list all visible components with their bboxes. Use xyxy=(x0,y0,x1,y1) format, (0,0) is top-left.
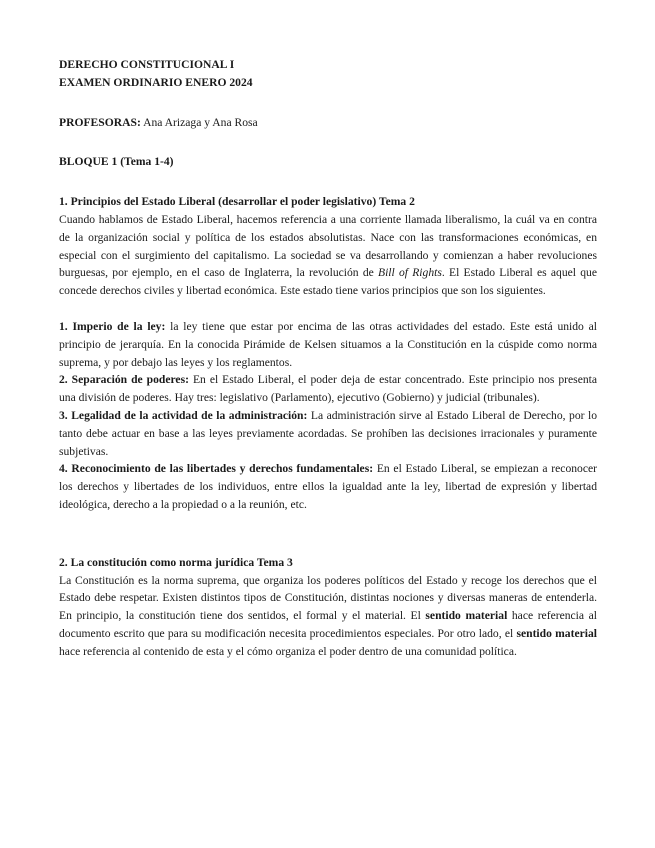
principle-label: 4. Reconocimiento de las libertades y derechos fundamentales: xyxy=(59,462,374,476)
principle-item xyxy=(59,460,597,513)
principle-text: En el Estado Liberal, el poder deja de estar concentrado. Este principio nos presenta una división de poderes. Hay tres: legislativo (Parlamento), ejecutivo (Gobierno) y judicial (tribunales). xyxy=(59,373,598,405)
course-title: DERECHO CONSTITUCIONAL I xyxy=(59,58,235,71)
q2-bold-term-2: sentido material xyxy=(516,626,597,640)
professors-value: Ana Arizaga y Ana Rosa xyxy=(140,115,258,129)
principle-text: la ley tiene que estar por encima de las otras actividades del estado. Este está unido al principio de jerarquía. En la conocida Pirámide de Kelsen situamos a la Constitución en la cúspide como norma suprema, y por debajo las leyes y los reglamentos. xyxy=(59,319,597,369)
exam-title: EXAMEN ORDINARIO ENERO 2024 xyxy=(59,75,253,89)
principles-list xyxy=(59,318,597,514)
intro-text-a: Cuando hablamos de Estado Liberal, hacemos referencia a una corriente llamada liberalismo, la cuál va en contra de la organización social y política de los estados absolutistas. Nace con las transformaciones económicas, en especial con el surgimiento del capitalismo. La sociedad se va desarrollando y comienzan a haber revoluciones burguesas, por ejemplo, en el caso de Inglaterra, la revolución de xyxy=(59,212,597,280)
principle-text: La administración sirve al Estado Liberal de Derecho, por lo tanto debe actuar en base a las leyes previamente acordadas. Se prohíben las decisiones irracionales y puramente subjetivas. xyxy=(59,408,598,458)
q2-text-b: hace referencia al documento escrito que para su modificación necesita procedimientos especiales. Por otro lado, el xyxy=(59,609,597,640)
q2-bold-term-1: sentido material xyxy=(425,609,508,623)
question-2-body xyxy=(59,572,597,661)
question-1-title: 1. Principios del Estado Liberal (desarrollar el poder legislativo) Tema 2 xyxy=(59,195,415,209)
principle-label: 3. Legalidad de la actividad de la administración: xyxy=(59,408,308,422)
question-2-title: 2. La constitución como norma jurídica Tema 3 xyxy=(59,555,293,569)
document-page xyxy=(59,56,597,661)
principle-item xyxy=(59,318,597,371)
q2-text-c: hace referencia al contenido de esta y el cómo organiza el poder dentro de una comunidad política. xyxy=(59,644,517,658)
principle-item xyxy=(59,407,597,460)
professors-line xyxy=(59,114,597,132)
principle-label: 1. Imperio de la ley: xyxy=(59,319,166,333)
q2-text-a: La Constitución es la norma suprema, que organiza los poderes políticos del Estado y recoge los derechos que el Estado debe respetar. Existen distintos tipos de Constitución, distintas nociones y diversas maneras de entenderla. En principio, la constitución tiene dos sentidos, el formal y el material. El xyxy=(59,573,597,623)
block-title: BLOQUE 1 (Tema 1-4) xyxy=(59,155,174,169)
principle-item xyxy=(59,371,597,407)
intro-italic-term: Bill of Rights xyxy=(378,266,442,280)
principle-text: En el Estado Liberal, se empiezan a reconocer los derechos y libertades de los individuos, entre ellos la igualdad ante la ley, libertad de expresión y libertad ideológica, derecho a la propiedad o a la reunión, etc. xyxy=(59,462,597,511)
intro-text-b: . El Estado Liberal es aquel que concede derechos civiles y libertad económica. Este estado tiene varios principios que son los siguientes. xyxy=(59,266,597,298)
question-1-intro xyxy=(59,211,597,300)
professors-label: PROFESORAS: xyxy=(59,115,141,129)
principle-label: 2. Separación de poderes: xyxy=(59,373,189,387)
